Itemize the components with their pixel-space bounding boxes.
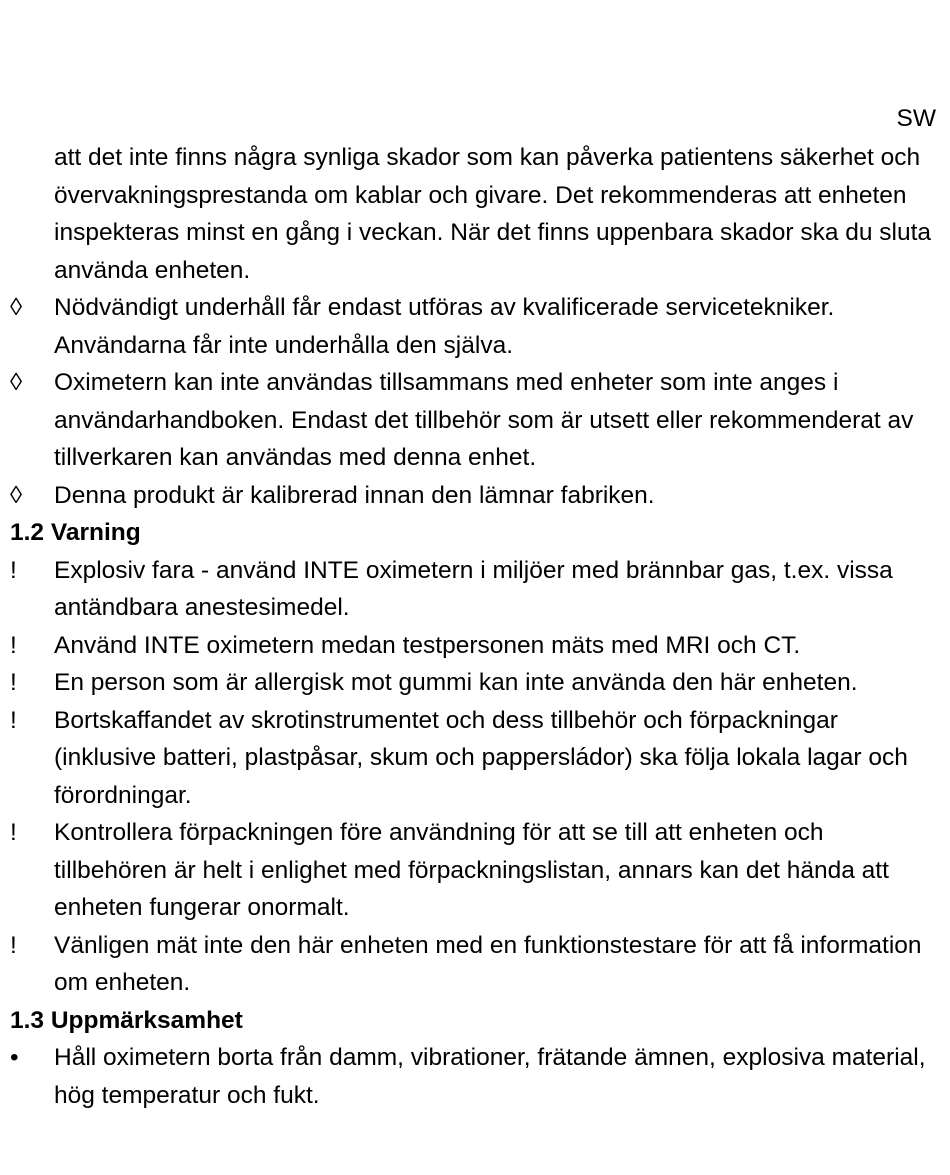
warning-item-text: Explosiv fara - använd INTE oximetern i miljöer med brännbar gas, t.ex. vissa antändbara anestesimedel. — [54, 556, 893, 621]
list-item — [10, 364, 940, 477]
section-heading-attention: 1.3 Uppmärksamhet — [10, 1006, 243, 1034]
warning-item-text: Kontrollera förpackningen före användning för att se till att enheten och tillbehören är helt i enlighet med förpackningslistan, annars kan det hända att enheten fungerar onormalt. — [54, 819, 889, 921]
diamond-bullet-icon: ◊ — [10, 369, 23, 396]
exclamation-icon: ! — [10, 669, 17, 696]
warning-item-text: Använd INTE oximetern medan testpersonen mäts med MRI och CT. — [54, 631, 801, 659]
exclamation-icon: ! — [10, 819, 17, 846]
list-item-text: Oximetern kan inte användas tillsammans med enheter som inte anges i användarhandboken. Endast det tillbehör som är utsett eller rekommenderat av tillverkaren kan användas med denna enhet. — [54, 369, 914, 471]
intro-text: att det inte finns några synliga skador som kan påverka patientens säkerhet och övervakningsprestanda om kablar och givare. Det rekommenderas att enheten inspekteras minst en gång i veckan. När det finns uppenbara skador ska du sluta använda enheten. — [54, 144, 932, 284]
warning-item — [10, 702, 940, 815]
document-body — [10, 139, 940, 1114]
warning-item-text: En person som är allergisk mot gummi kan inte använda den här enheten. — [54, 669, 858, 696]
warning-item — [10, 664, 940, 702]
attention-item-text: Håll oximetern borta från damm, vibrationer, frätande ämnen, explosiva material, hög temperatur och fukt. — [54, 1044, 926, 1109]
list-item — [10, 289, 940, 364]
warning-item-text: Vänligen mät inte den här enheten med en funktionstestare för att få information om enheten. — [54, 931, 922, 996]
section-heading-warning: 1.2 Varning — [10, 519, 141, 546]
warning-item — [10, 552, 940, 627]
warning-item-text: Bortskaffandet av skrotinstrumentet och dess tillbehör och förpackningar (inklusive batteri, plastpåsar, skum och pappersládor) ska följa lokala lagar och förordningar. — [54, 706, 908, 809]
exclamation-icon: ! — [10, 931, 17, 959]
list-item — [10, 477, 940, 515]
exclamation-icon: ! — [10, 556, 17, 584]
bullet-icon: • — [10, 1044, 19, 1071]
intro-paragraph — [10, 139, 940, 289]
exclamation-icon: ! — [10, 706, 17, 734]
list-item-text: Nödvändigt underhåll får endast utföras av kvalificerade servicetekniker. Användarna får inte underhålla den själva. — [54, 294, 835, 359]
attention-item — [10, 1039, 940, 1114]
language-code: SW — [896, 105, 936, 132]
diamond-bullet-icon: ◊ — [10, 481, 23, 509]
exclamation-icon: ! — [10, 631, 17, 659]
diamond-bullet-icon: ◊ — [10, 294, 23, 321]
warning-item — [10, 814, 940, 927]
warning-item — [10, 927, 940, 1002]
warning-item — [10, 627, 940, 665]
list-item-text: Denna produkt är kalibrerad innan den lämnar fabriken. — [54, 481, 655, 509]
